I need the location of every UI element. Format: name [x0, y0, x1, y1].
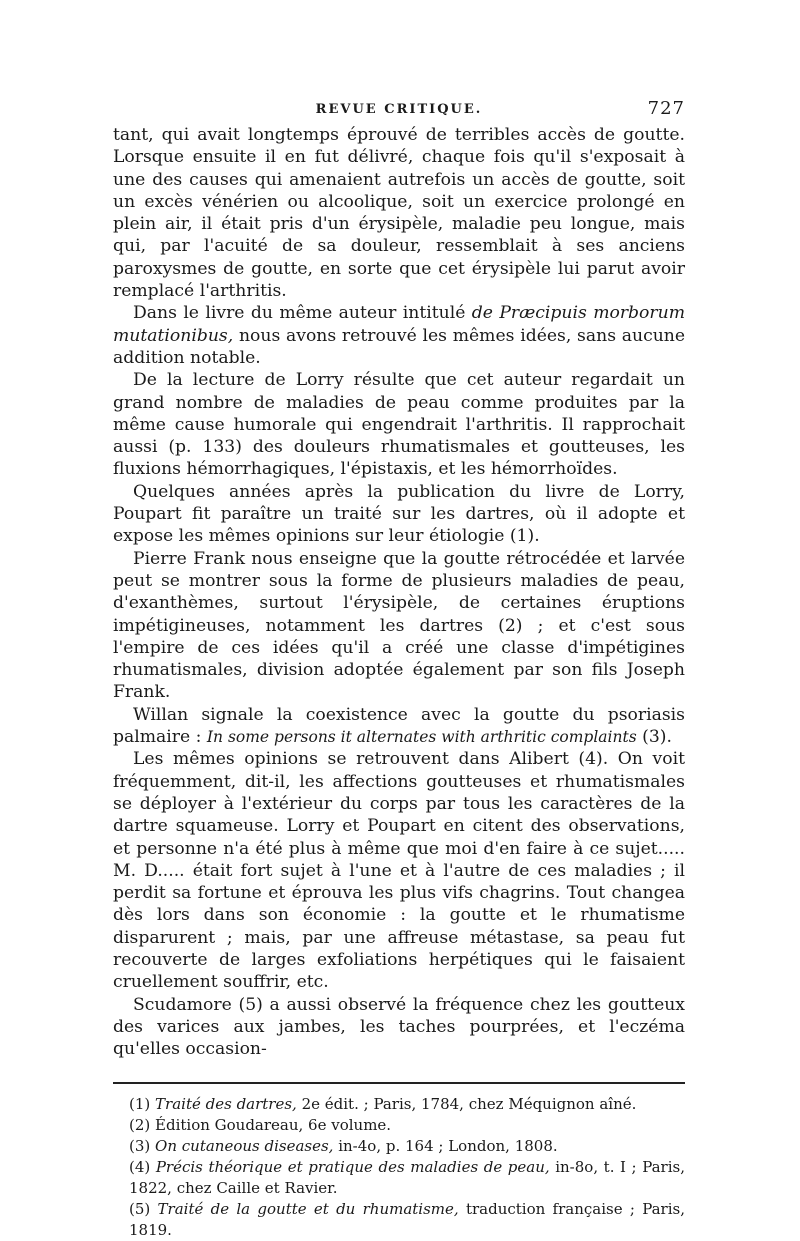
footnote	[113, 1157, 685, 1199]
paragraph: Scudamore (5) a aussi observé la fréquence chez les goutteux des varices aux jambes, les taches pourprées, et l'eczéma qu'elles occasion-	[113, 994, 685, 1060]
paragraph: Les mêmes opinions se retrouvent dans Alibert (4). On voit fréquemment, dit-il, les affections goutteuses et rhumatismales se déployer à l'extérieur du corps par tous les caractères de la dartre squameuse. Lorry et Poupart en citent des observations, et personne n'a été plus à même que moi d'en faire à ce sujet..... M. D..... était fort sujet à l'une et à l'autre de ces maladies ; il perdit sa fortune et éprouva les plus vifs chagrins. Tout changea dès lors dans son économie : la goutte et le rhumatisme disparurent ; mais, par une affreuse métastase, sa peau fut recouverte de larges exfoliations herpétiques qui le faisaient cruellement souffrir, etc.	[113, 749, 685, 993]
footnote-number: (2)	[129, 1116, 151, 1135]
footnote	[113, 1136, 685, 1157]
footnote-number: (3)	[129, 1137, 151, 1156]
running-title: REVUE CRITIQUE.	[315, 102, 483, 117]
footnote-title: On cutaneous diseases,	[155, 1137, 334, 1156]
footnote-text: Édition Goudareau, 6e volume.	[150, 1116, 392, 1135]
footnote	[113, 1199, 685, 1241]
paragraph-text: nous avons retrouvé les mêmes idées, sans aucune addition notable.	[113, 325, 686, 368]
paragraph-text: (3).	[642, 727, 672, 748]
footnote-text: in-4o, p. 164 ; London, 1808.	[333, 1137, 558, 1156]
footnote-title: Traité des dartres,	[155, 1095, 297, 1114]
body-text	[113, 124, 685, 1060]
footnote-text: 2e édit. ; Paris, 1784, chez Méquignon aîné.	[296, 1095, 637, 1114]
paragraph: tant, qui avait longtemps éprouvé de terribles accès de goutte. Lorsque ensuite il en fut délivré, chaque fois qu'il s'exposait à une des causes qui amenaient autrefois un accès de goutte, soit un excès vénérien ou alcoolique, soit un exercice prolongé en plein air, il était pris d'un érysipèle, maladie peu longue, mais qui, par l'acuité de sa douleur, ressemblait à ses anciens paroxysmes de goutte, en sorte que cet érysipèle lui parut avoir remplacé l'arthritis.	[113, 125, 685, 302]
footnote-title: Traité de la goutte et du rhumatisme,	[157, 1200, 459, 1219]
running-header	[113, 98, 685, 124]
footnote-rule	[113, 1082, 685, 1084]
paragraph	[113, 302, 685, 369]
paragraph	[113, 704, 685, 749]
page-number: 727	[647, 98, 685, 119]
book-title: de Præcipuis morborum mutationibus,	[113, 303, 685, 346]
paragraph: Quelques années après la publication du livre de Lorry, Poupart fit paraître un traité sur les dartres, où il adopte et expose les mêmes opinions sur leur étiologie (1).	[113, 481, 685, 547]
footnote-number: (4)	[129, 1158, 151, 1177]
paragraph-text: Willan signale la coexistence avec la goutte du psoriasis palmaire :	[113, 704, 685, 748]
footnote-text: in-8o, t. I ; Paris, 1822, chez Caille et Ravier.	[129, 1158, 685, 1198]
footnote	[113, 1115, 685, 1136]
footnote-title: Précis théorique et pratique des maladies de peau,	[155, 1158, 550, 1177]
paragraph: Pierre Frank nous enseigne que la goutte rétrocédée et larvée peut se montrer sous la forme de plusieurs maladies de peau, d'exanthèmes, surtout l'érysipèle, de certaines éruptions impétigineuses, notamment les dartres (2) ; et c'est sous l'empire de ces idées qu'il a créé une classe d'impétigines rhumatismales, division adoptée également par son fils Joseph Frank.	[113, 548, 685, 703]
footnote-number: (1)	[129, 1095, 151, 1114]
english-quote: In some persons it alternates with arthritic complaints	[206, 728, 637, 747]
page	[113, 98, 685, 1241]
footnotes	[113, 1094, 685, 1241]
paragraph-text: Dans le livre du même auteur intitulé	[133, 303, 466, 324]
footnote	[113, 1094, 685, 1115]
paragraph: De la lecture de Lorry résulte que cet auteur regardait un grand nombre de maladies de peau comme produites par la même cause humorale qui engendrait l'arthritis. Il rapprochait aussi (p. 133) des douleurs rhumatismales et goutteuses, les fluxions hémorrhagiques, l'épistaxis, et les hémorrhoïdes.	[113, 370, 685, 480]
footnote-text: traduction française ; Paris, 1819.	[129, 1200, 685, 1240]
footnote-number: (5)	[129, 1200, 151, 1219]
